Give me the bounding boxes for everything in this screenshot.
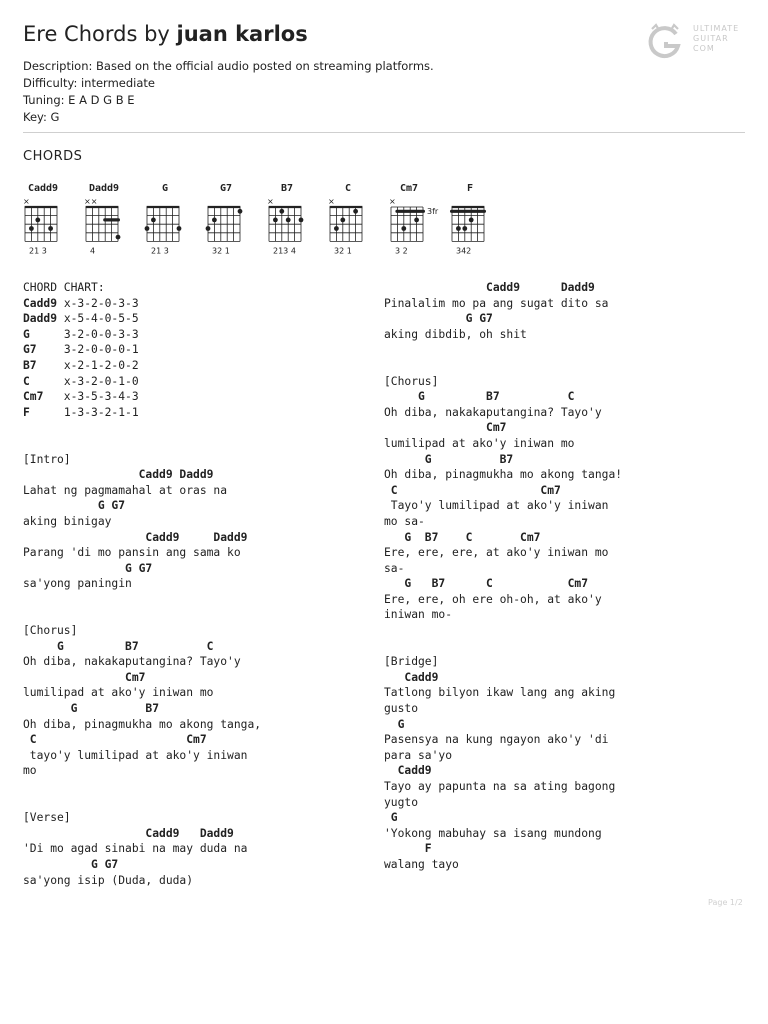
chord-diagram-name: Cm7	[399, 183, 419, 194]
fingering-label: 3 2	[395, 246, 408, 256]
chord-grid	[450, 183, 506, 263]
chord-diagram-b7	[267, 183, 311, 263]
fingering-label: 21 3	[151, 246, 169, 256]
finger-dot	[206, 226, 211, 231]
lyric-line: mo sa-	[384, 514, 425, 528]
finger-dot	[35, 218, 40, 223]
blank-line	[23, 779, 261, 795]
chord-line: G B7	[23, 702, 160, 716]
chord-diagram-cm7	[389, 183, 439, 263]
lyric-line: Parang 'di mo pansin ang sama ko	[23, 546, 241, 560]
lyric-line: Tatlong bilyon ikaw lang ang aking	[384, 686, 616, 700]
chord-line: G B7 C Cm7	[384, 530, 541, 544]
chord-grid	[267, 183, 323, 263]
lyric-line: Ere, ere, oh ere oh-oh, at ako'y	[384, 592, 602, 606]
finger-dot	[212, 218, 217, 223]
lyric-line: Tayo ay papunta na sa ating bagong	[384, 780, 616, 793]
finger-dot	[151, 218, 156, 223]
chord-grid	[23, 183, 79, 263]
lyric-line: iniwan mo-	[384, 608, 453, 622]
finger-dot	[273, 218, 278, 223]
lyric-line: Oh diba, nakakaputangina? Tayo'y	[23, 655, 241, 669]
lyric-line: 'Di mo agad sinabi na may duda na	[23, 842, 248, 856]
lyric-line: yugto	[384, 795, 419, 809]
chord-diagram-c	[328, 183, 372, 263]
lyric-line: sa'yong paningin	[23, 577, 132, 591]
lyric-line: [Chorus]	[23, 624, 78, 638]
fret-label: 3fr	[427, 206, 439, 216]
lyric-line: B7 x-2-1-2-0-2	[23, 358, 139, 372]
finger-dot	[401, 226, 406, 231]
lyrics-column-left	[23, 280, 261, 888]
blank-line	[384, 639, 622, 655]
finger-dot	[279, 209, 284, 214]
lyric-line: Ere, ere, ere, at ako'y iniwan mo	[384, 546, 609, 560]
lyric-line: [Chorus]	[384, 374, 439, 388]
chord-diagram-dadd9	[84, 183, 128, 263]
chord-name: G7	[23, 343, 37, 357]
fingering-label: 21 3	[29, 246, 47, 256]
chord-line: G B7 C Cm7	[384, 577, 589, 591]
fingering-label: 213 4	[273, 246, 296, 256]
finger-dot	[340, 218, 345, 223]
lyric-line: [Verse]	[23, 811, 71, 825]
chord-name: Cm7	[23, 390, 44, 404]
chord-name: G	[23, 327, 30, 341]
muted-string-marker: ××	[84, 197, 98, 206]
logo-word: GUITAR	[693, 34, 729, 43]
chord-diagram-name: G7	[219, 183, 233, 194]
lyric-line: gusto	[384, 702, 419, 716]
chord-grid	[145, 183, 201, 263]
chord-line: Cadd9 Dadd9	[23, 468, 214, 482]
chord-line: Cadd9	[384, 670, 439, 684]
blank-line	[384, 358, 622, 374]
blank-line	[23, 795, 261, 811]
chord-line: G G7	[23, 499, 126, 513]
key-text: Key: G	[23, 110, 60, 124]
description-text: Description: Based on the official audio posted on streaming platforms.	[23, 59, 434, 73]
fingering-label: 342	[456, 246, 472, 256]
lyric-line: CHORD CHART:	[23, 281, 105, 294]
finger-dot	[469, 218, 474, 223]
finger-dot	[48, 226, 53, 231]
chord-line: C Cm7	[384, 483, 561, 497]
lyric-line: para sa'yo	[384, 748, 453, 762]
chord-line: G B7	[384, 452, 514, 466]
finger-dot	[29, 226, 34, 231]
lyric-line: sa-	[384, 561, 405, 575]
lyric-line: Oh diba, nakakaputangina? Tayo'y	[384, 405, 602, 419]
ug-logo-icon	[646, 22, 684, 60]
blank-line	[23, 592, 261, 608]
muted-string-marker: ×	[328, 197, 335, 206]
lyric-line: F 1-3-3-2-1-1	[23, 405, 139, 419]
lyric-line: [Intro]	[23, 452, 71, 466]
chord-line: Cm7	[23, 670, 146, 684]
muted-string-marker: ×	[267, 197, 274, 206]
chord-diagram-name: G	[161, 183, 169, 194]
blank-line	[384, 623, 622, 639]
chord-line: Cadd9 Dadd9	[23, 530, 248, 544]
chord-name: B7	[23, 358, 37, 372]
lyric-line: [Bridge]	[384, 655, 439, 669]
finger-dot	[116, 235, 121, 240]
chord-line: G G7	[384, 312, 493, 326]
finger-dot	[286, 218, 291, 223]
finger-dot	[414, 218, 419, 223]
fingering-label: 32 1	[334, 246, 352, 256]
finger-dot	[462, 226, 467, 231]
ultimate-guitar-logo	[646, 22, 746, 60]
barre-mark	[103, 218, 120, 221]
chord-diagram-cadd9	[23, 183, 67, 263]
song-title	[23, 22, 308, 46]
chord-name: Cadd9	[23, 296, 58, 310]
blank-line	[23, 607, 261, 623]
finger-dot	[177, 226, 182, 231]
blank-line	[23, 436, 261, 452]
lyric-line: Pasensya na kung ngayon ako'y 'di	[384, 733, 609, 747]
chord-diagram-name: B7	[280, 183, 294, 194]
chord-line: G G7	[23, 857, 119, 871]
logo-wordmark	[693, 24, 739, 54]
finger-dot	[353, 209, 358, 214]
finger-dot	[456, 226, 461, 231]
chord-line: F	[384, 842, 432, 856]
blank-line	[384, 342, 622, 358]
song-meta	[23, 58, 434, 126]
chord-line: C Cm7	[23, 733, 207, 747]
lyric-line: mo	[23, 764, 37, 778]
chord-line: Cadd9 Dadd9	[23, 826, 234, 840]
chord-diagram-g7	[206, 183, 250, 263]
tuning-text: Tuning: E A D G B E	[23, 93, 135, 107]
finger-dot	[238, 209, 243, 214]
finger-dot	[145, 226, 150, 231]
muted-string-marker: ×	[23, 197, 30, 206]
lyric-line: walang tayo	[384, 857, 459, 871]
chord-grid	[389, 183, 445, 263]
chord-grid	[328, 183, 384, 263]
artist-name: juan karlos	[176, 22, 308, 46]
logo-word: COM	[693, 44, 715, 53]
chord-line: G B7 C	[384, 390, 575, 404]
chord-diagram-name: F	[466, 183, 474, 194]
lyric-line: sa'yong isip (Duda, duda)	[23, 873, 194, 887]
chord-grid	[84, 183, 140, 263]
finger-dot	[299, 218, 304, 223]
lyric-line: Oh diba, pinagmukha mo akong tanga,	[23, 717, 262, 731]
chord-grid	[206, 183, 262, 263]
chord-line: Cadd9	[384, 764, 432, 778]
chord-line: G B7 C	[23, 639, 214, 653]
chord-diagram-name: Dadd9	[88, 183, 120, 194]
lyric-line: Cadd9 x-3-2-0-3-3	[23, 296, 139, 310]
chord-name: Dadd9	[23, 312, 58, 326]
muted-string-marker: ×	[389, 197, 396, 206]
lyric-line: lumilipad at ako'y iniwan mo	[384, 436, 575, 450]
barre-mark	[395, 210, 425, 213]
chord-name: C	[23, 374, 30, 388]
lyric-line: lumilipad at ako'y iniwan mo	[23, 686, 214, 700]
title-prefix: Ere Chords by	[23, 22, 177, 46]
lyrics-column-right	[384, 280, 622, 873]
chord-line: G	[384, 717, 405, 731]
page-number: Page 1/2	[708, 898, 743, 907]
difficulty-text: Difficulty: intermediate	[23, 76, 155, 90]
fingering-label: 4	[90, 246, 96, 256]
lyric-line: Oh diba, pinagmukha mo akong tanga!	[384, 468, 623, 482]
lyric-line: aking dibdib, oh shit	[384, 327, 527, 341]
divider	[23, 132, 745, 133]
lyric-line: Tayo'y lumilipad at ako'y iniwan	[384, 499, 609, 513]
lyric-line: Cm7 x-3-5-3-4-3	[23, 390, 139, 404]
lyric-line: 'Yokong mabuhay sa isang mundong	[384, 826, 602, 840]
chord-diagram-g	[145, 183, 189, 263]
lyric-line: G 3-2-0-0-3-3	[23, 327, 139, 341]
chord-line: Cadd9 Dadd9	[384, 281, 595, 294]
chord-line: G	[384, 811, 398, 825]
lyric-line: tayo'y lumilipad at ako'y iniwan	[23, 748, 248, 762]
chord-diagram-f	[450, 183, 494, 263]
lyric-line: G7 3-2-0-0-0-1	[23, 343, 139, 357]
lyric-line: Dadd9 x-5-4-0-5-5	[23, 312, 139, 326]
finger-dot	[334, 226, 339, 231]
chord-name: F	[23, 405, 30, 419]
barre-mark	[450, 210, 486, 213]
chord-line: Cm7	[384, 421, 507, 435]
chord-line: G G7	[23, 561, 153, 575]
lyric-line: Lahat ng pagmamahal at oras na	[23, 483, 228, 497]
logo-word: ULTIMATE	[693, 24, 740, 33]
lyric-line: C x-3-2-0-1-0	[23, 374, 139, 388]
chord-diagram-name: Cadd9	[27, 183, 59, 194]
chord-diagram-name: C	[344, 183, 352, 194]
chords-heading: CHORDS	[23, 149, 83, 164]
lyric-line: Pinalalim mo pa ang sugat dito sa	[384, 296, 609, 310]
fingering-label: 32 1	[212, 246, 230, 256]
blank-line	[23, 420, 261, 436]
lyric-line: aking binigay	[23, 514, 112, 528]
